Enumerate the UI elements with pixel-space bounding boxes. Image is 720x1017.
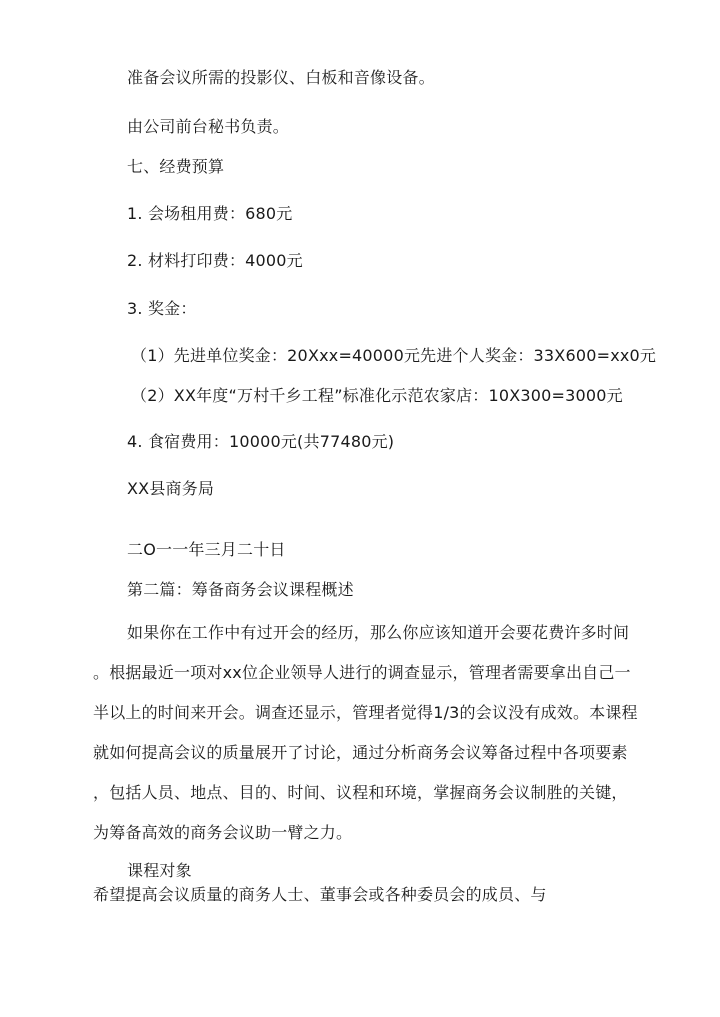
paragraph-line: 希望提高会议质量的商务人士、董事会或各种委员会的成员、与 bbox=[93, 885, 547, 904]
section-heading: 七、经费预算 bbox=[127, 157, 225, 176]
paragraph-line: 为筹备高效的商务会议助一臂之力。 bbox=[93, 823, 353, 842]
paragraph-line: 半以上的时间来开会。调查还显示，管理者觉得1/3的会议没有成效。本课程 bbox=[93, 703, 638, 722]
paragraph-line: 。根据最近一项对xx位企业领导人进行的调查显示，管理者需要拿出自己一 bbox=[93, 663, 631, 682]
article-title: 第二篇：筹备商务会议课程概述 bbox=[127, 580, 354, 599]
signature-org: XX县商务局 bbox=[127, 479, 215, 498]
budget-item: 1. 会场租用费：680元 bbox=[127, 204, 293, 223]
budget-subitem: （2）XX年度“万村千乡工程”标准化示范农家店：10X300=3000元 bbox=[131, 386, 623, 405]
text-line: 准备会议所需的投影仪、白板和音像设备。 bbox=[127, 68, 435, 87]
budget-subitem: （1）先进单位奖金：20Xxx=40000元先进个人奖金：33X600=xx0元 bbox=[131, 346, 657, 365]
budget-item: 3. 奖金： bbox=[127, 299, 197, 318]
signature-date: 二O一一年三月二十日 bbox=[127, 540, 286, 559]
text-line: 由公司前台秘书负责。 bbox=[127, 117, 290, 136]
paragraph-line: 如果你在工作中有过开会的经历，那么你应该知道开会要花费许多时间 bbox=[127, 623, 630, 642]
budget-item: 4. 食宿费用：10000元(共77480元) bbox=[127, 432, 395, 451]
paragraph-line: 就如何提高会议的质量展开了讨论，通过分析商务会议筹备过程中各项要素 bbox=[93, 743, 628, 762]
budget-item: 2. 材料打印费：4000元 bbox=[127, 251, 303, 270]
paragraph-line: ，包括人员、地点、目的、时间、议程和环境，掌握商务会议制胜的关键， bbox=[93, 783, 628, 802]
subsection-heading: 课程对象 bbox=[127, 861, 192, 880]
